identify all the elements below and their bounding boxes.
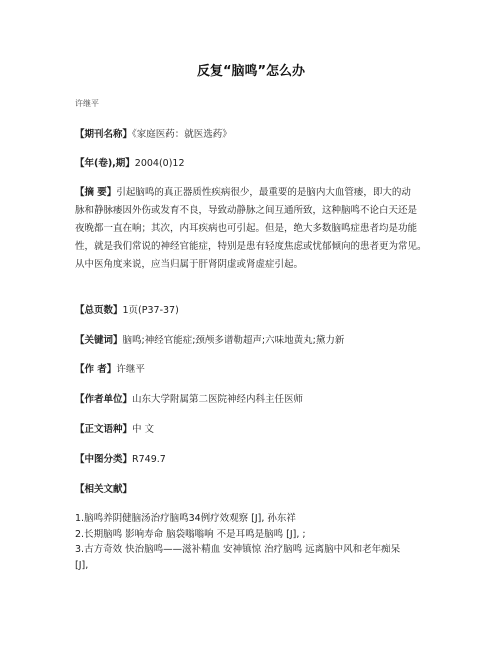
pages-label: 【总页数】	[75, 305, 123, 316]
year-issue-value: 2004(0)12	[134, 158, 185, 169]
affiliation-field	[75, 391, 303, 405]
language-value: 中 文	[132, 424, 155, 435]
author-field	[75, 361, 145, 375]
abstract-line: 【摘 要】引起脑鸣的真正器质性疾病很少，最重要的是脑内大血管瘘，即大的动	[75, 187, 411, 198]
journal-field	[75, 126, 232, 140]
related-item: 3.古方奇效 快治脑鸣——滋补精血 安神镇惊 治疗脑鸣 远离脑中风和老年痴呆	[75, 544, 401, 555]
classification-field	[75, 451, 166, 465]
abstract-line: 脉和静脉瘘因外伤或发育不良，导致动静脉之间互通所致，这种脑鸣不论白天还是	[75, 205, 418, 216]
author-line: 许继平	[75, 99, 99, 108]
abstract-line: 性，就是我们常说的神经官能症，特别是患有轻度焦虑或忧郁倾向的患者更为常见。	[75, 241, 427, 252]
document-title: 反复“脑鸣”怎么办	[196, 64, 306, 79]
keywords-label: 【关键词】	[75, 335, 123, 346]
abstract-line: 夜晚都一直在响；其次，内耳疾病也可引起。但是，绝大多数脑鸣症患者均是功能	[75, 223, 418, 234]
affiliation-label: 【作者单位】	[75, 394, 133, 405]
year-issue-field	[75, 155, 185, 169]
keywords-field	[75, 332, 344, 346]
keywords-value: 脑鸣;神经官能症;颈颅多谱勒超声;六味地黄丸;黛力新	[122, 335, 345, 346]
related-item: 2.长期脑鸣 影响寿命 脑袋嗡嗡响 不是耳鸣是脑鸣 [J], ;	[75, 528, 306, 540]
classification-label: 【中图分类】	[75, 454, 133, 465]
pages-field	[75, 302, 179, 316]
related-item: [J],	[75, 559, 89, 571]
related-item: 1.脑鸣养阴健脑汤治疗脑鸣34例疗效观察 [J], 孙东祥	[75, 513, 296, 524]
abstract-field	[75, 184, 435, 274]
affiliation-value: 山东大学附属第二医院神经内科主任医师	[132, 394, 304, 405]
related-heading	[75, 481, 132, 495]
abstract-line: 从中医角度来说，应当归属于肝肾阴虚或肾虚症引起。	[75, 259, 304, 270]
related-label: 【相关文献】	[75, 484, 133, 495]
journal-label: 【期刊名称】	[75, 129, 133, 140]
author-value: 许继平	[116, 364, 145, 375]
related-list	[75, 511, 435, 573]
language-label: 【正文语种】	[75, 424, 133, 435]
year-issue-label: 【年(卷),期】	[75, 158, 135, 169]
journal-value: 《家庭医药：就医选药》	[132, 129, 232, 140]
classification-value: R749.7	[132, 454, 166, 465]
pages-value: 1页(P37-37)	[122, 305, 179, 316]
language-field	[75, 421, 154, 435]
author-label: 【作 者】	[75, 364, 117, 375]
abstract-label: 【摘 要】	[75, 187, 117, 198]
